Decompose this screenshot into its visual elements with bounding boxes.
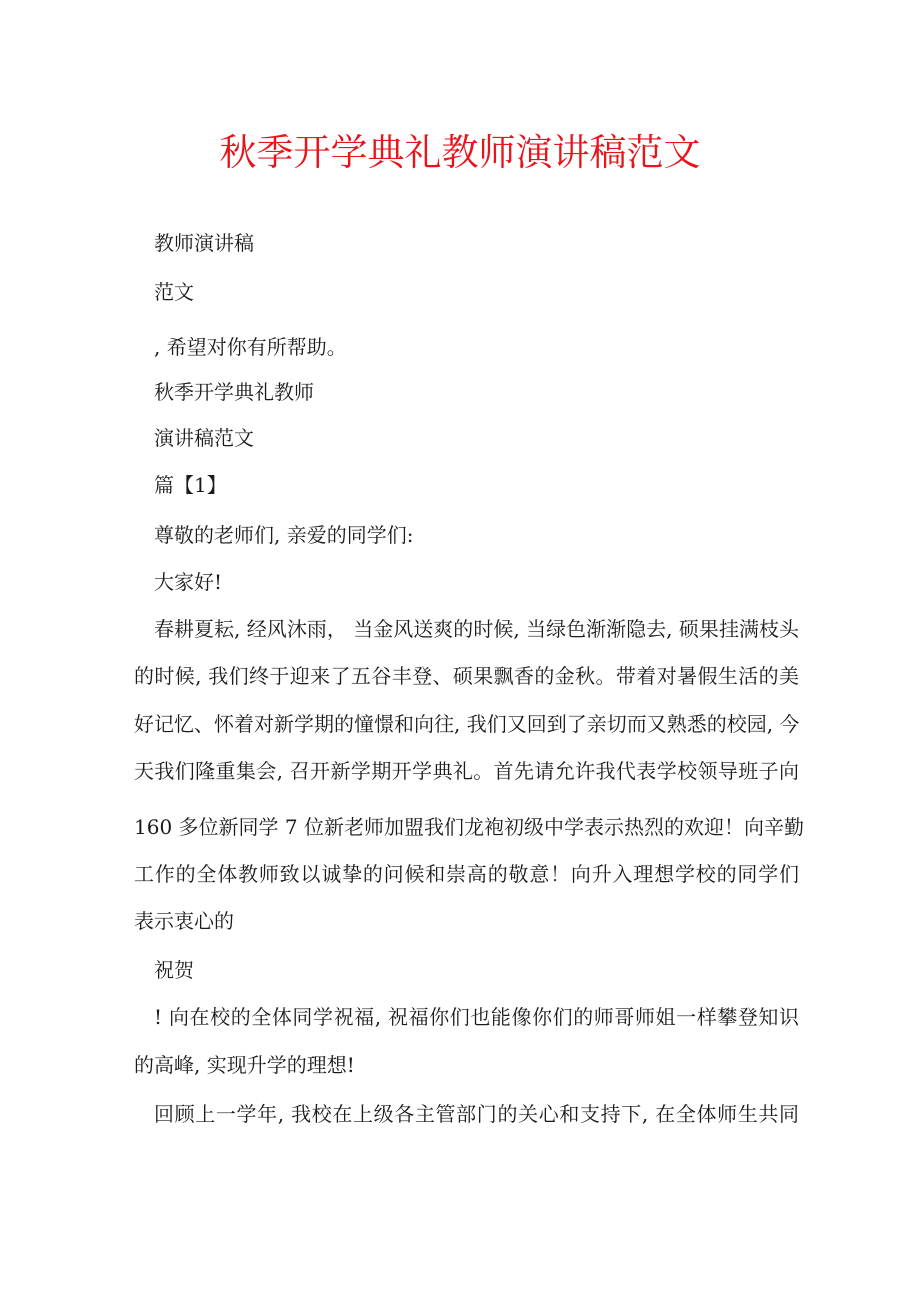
paragraph-line: 春耕夏耘, 经风沐雨， 当金风送爽的时候, 当绿色渐渐隐去, 硕果挂满枝头 bbox=[154, 617, 799, 641]
paragraph-line: ! 向在校的全体同学祝福, 祝福你们也能像你们的师哥师姐一样攀登知识 bbox=[154, 1005, 799, 1029]
text-line: 演讲稿范文 bbox=[154, 426, 254, 450]
text-line: 范文 bbox=[154, 280, 194, 304]
text-line: 教师演讲稿 bbox=[154, 231, 254, 255]
paragraph-line: 的高峰, 实现升学的理想! bbox=[134, 1053, 355, 1077]
paragraph-line: 的时候, 我们终于迎来了五谷丰登、硕果飘香的金秋。带着对暑假生活的美 bbox=[134, 664, 799, 688]
text-line: 祝贺 bbox=[154, 958, 194, 982]
text-line: , 希望对你有所帮助。 bbox=[154, 335, 347, 359]
paragraph-line: 好记忆、怀着对新学期的憧憬和向往, 我们又回到了亲切而又熟悉的校园, 今 bbox=[134, 712, 800, 736]
greeting: 大家好! bbox=[154, 570, 223, 594]
salutation: 尊敬的老师们, 亲爱的同学们: bbox=[154, 523, 414, 547]
document-title: 秋季开学典礼教师演讲稿范文 bbox=[219, 131, 701, 174]
paragraph-line: 天我们隆重集会, 召开新学期开学典礼。首先请允许我代表学校领导班子向 bbox=[134, 759, 799, 783]
section-heading: 篇【1】 bbox=[154, 473, 227, 497]
text-line: 秋季开学典礼教师 bbox=[154, 380, 314, 404]
paragraph-line: 160 多位新同学 7 位新老师加盟我们龙袍初级中学表示热烈的欢迎！向辛勤 bbox=[134, 815, 804, 839]
paragraph-line: 工作的全体教师致以诚挚的问候和崇高的敬意！向升入理想学校的同学们 bbox=[134, 862, 799, 886]
paragraph-line: 表示衷心的 bbox=[134, 909, 234, 933]
paragraph-line: 回顾上一学年, 我校在上级各主管部门的关心和支持下, 在全体师生共同 bbox=[154, 1102, 799, 1126]
